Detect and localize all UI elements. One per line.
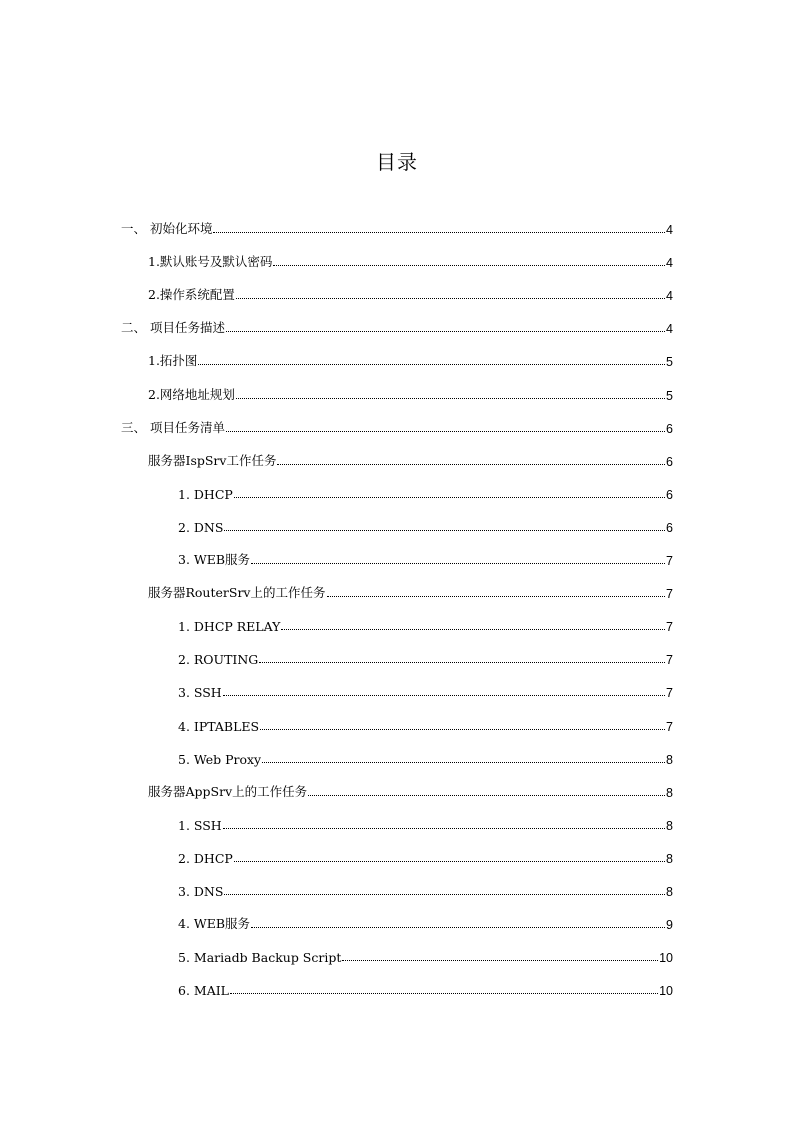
toc-entry[interactable] — [148, 383, 673, 403]
toc-page-number: 7 — [666, 587, 673, 602]
toc-entry-label: 服务器AppSrv上的工作任务 — [148, 783, 308, 799]
toc-entry-label: 二、 项目任务描述 — [121, 320, 225, 336]
toc-title: 目录 — [376, 150, 418, 174]
toc-page-number: 8 — [666, 851, 673, 866]
toc-page-number: 8 — [666, 752, 673, 767]
toc-entry-label: 服务器RouterSrv上的工作任务 — [148, 585, 326, 601]
toc-page-number: 7 — [666, 554, 673, 568]
toc-page-number: 7 — [666, 653, 673, 668]
toc-entry[interactable] — [148, 449, 673, 469]
toc-entry-label: 5. Web Proxy — [178, 751, 262, 767]
toc-page-number: 8 — [666, 818, 673, 833]
toc-entry-label: 1. SSH — [178, 817, 222, 833]
dot-leader — [213, 231, 665, 233]
toc-page-number: 4 — [666, 322, 673, 337]
dot-leader — [308, 794, 665, 796]
toc-page-number: 7 — [666, 620, 673, 635]
dot-leader — [234, 860, 665, 862]
toc-page-number: 8 — [666, 885, 673, 899]
dot-leader — [273, 264, 665, 266]
dot-leader — [230, 992, 658, 994]
toc-entry[interactable] — [148, 250, 673, 270]
dot-leader — [224, 529, 665, 531]
toc-entry[interactable] — [178, 482, 673, 502]
toc-entry-label: 一、 初始化环境 — [121, 221, 213, 236]
toc-entry-label: 1.拓扑图 — [148, 353, 198, 369]
toc-entry[interactable] — [148, 581, 673, 601]
toc-entry[interactable] — [178, 912, 673, 932]
toc-entry[interactable] — [178, 680, 673, 700]
dot-leader — [226, 430, 665, 432]
toc-entry[interactable] — [178, 647, 673, 667]
dot-leader — [277, 463, 665, 465]
toc-entry-label: 1. DHCP — [178, 486, 233, 502]
toc-entry[interactable] — [178, 945, 673, 965]
toc-entry[interactable] — [178, 548, 673, 568]
dot-leader — [234, 496, 665, 498]
dot-leader — [226, 330, 665, 332]
toc-entry-label: 3. WEB服务 — [178, 552, 251, 567]
toc-page-number: 7 — [666, 686, 673, 701]
toc-entry[interactable] — [178, 846, 673, 866]
dot-leader — [281, 628, 665, 630]
toc-entry[interactable] — [178, 714, 673, 734]
toc-page-number: 10 — [659, 984, 673, 999]
toc-entry[interactable] — [148, 349, 673, 369]
toc-entry-label: 1.默认账号及默认密码 — [148, 254, 273, 270]
toc-page-number: 5 — [666, 355, 673, 370]
toc-entry-label: 2.操作系统配置 — [148, 287, 235, 303]
dot-leader — [342, 959, 658, 961]
dot-leader — [260, 728, 665, 730]
toc-entry-label: 2. DHCP — [178, 850, 233, 866]
toc-entry-label: 2. DNS — [178, 519, 224, 535]
toc-page-number: 8 — [666, 785, 673, 800]
dot-leader — [224, 893, 665, 895]
toc-entry-label: 4. WEB服务 — [178, 916, 251, 932]
dot-leader — [251, 926, 665, 928]
toc-page-number: 5 — [666, 388, 673, 403]
toc-page-number: 4 — [666, 256, 673, 271]
toc-entry[interactable] — [178, 813, 673, 833]
toc-entry-label: 5. Mariadb Backup Script — [178, 950, 342, 966]
toc-entry-label: 6. MAIL — [178, 983, 229, 999]
toc-page-number: 7 — [666, 719, 673, 734]
toc-entry-label: 2.网络地址规划 — [148, 386, 235, 402]
toc-entry[interactable] — [178, 747, 673, 767]
dot-leader — [198, 363, 665, 365]
toc-page-number: 6 — [666, 454, 673, 469]
dot-leader — [236, 297, 665, 299]
dot-leader — [327, 595, 666, 597]
dot-leader — [262, 761, 665, 763]
toc-entry[interactable] — [178, 515, 673, 535]
toc-page-number: 4 — [666, 289, 673, 304]
dot-leader — [236, 397, 665, 399]
toc-page-number: 6 — [666, 487, 673, 502]
dot-leader — [223, 827, 665, 829]
toc-entry[interactable] — [121, 416, 673, 436]
toc-entry[interactable] — [178, 879, 673, 899]
toc-entry-label: 3. SSH — [178, 685, 222, 701]
toc-entry[interactable] — [148, 780, 673, 800]
toc-page-number: 4 — [666, 223, 673, 237]
toc-entry-label: 三、 项目任务清单 — [121, 419, 225, 435]
toc-entry-label: 4. IPTABLES — [178, 718, 260, 734]
toc-entry-label: 1. DHCP RELAY — [178, 619, 281, 635]
dot-leader — [223, 694, 665, 696]
toc-entry[interactable] — [121, 217, 673, 237]
toc-page-number: 6 — [666, 421, 673, 436]
toc-entry[interactable] — [178, 978, 673, 998]
toc-page-number: 9 — [666, 918, 673, 933]
toc-page-number: 6 — [666, 520, 673, 535]
toc-entry[interactable] — [121, 316, 673, 336]
toc-entry[interactable] — [148, 283, 673, 303]
toc-entry[interactable] — [178, 614, 673, 634]
toc-entry-label: 服务器IspSrv工作任务 — [148, 452, 277, 468]
dot-leader — [259, 661, 665, 663]
toc-entry-label: 3. DNS — [178, 884, 224, 899]
toc-entry-label: 2. ROUTING — [178, 652, 259, 668]
dot-leader — [251, 562, 665, 564]
toc-page-number: 10 — [659, 951, 673, 966]
